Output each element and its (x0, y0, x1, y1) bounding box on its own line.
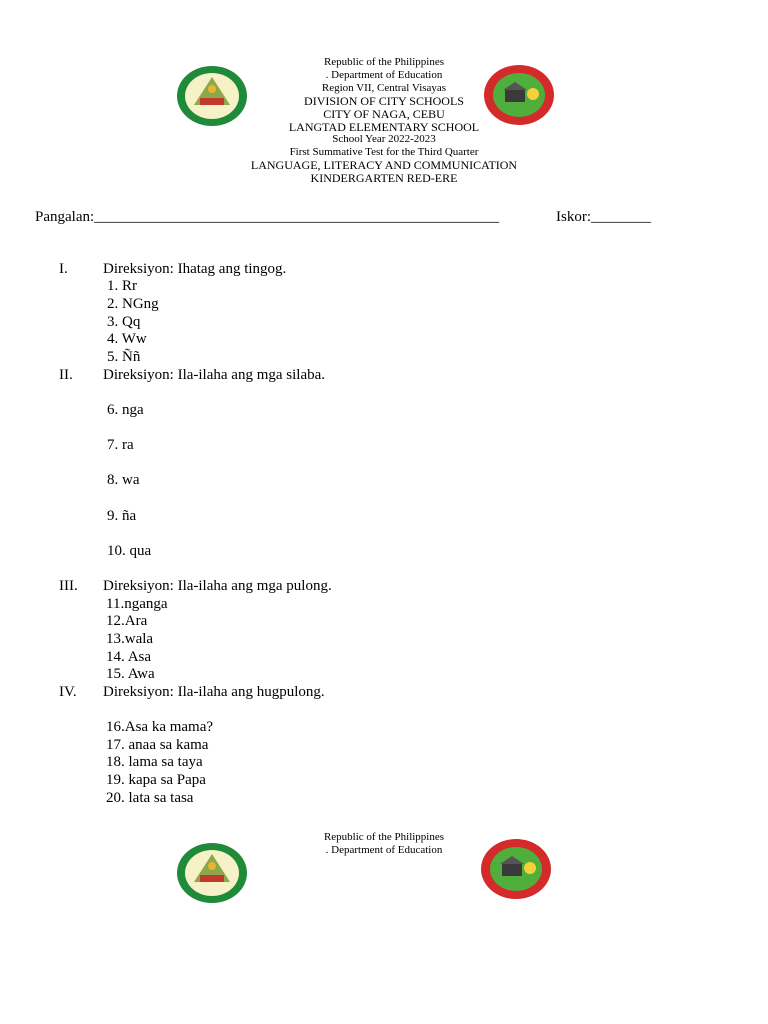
section-2-number: II. (59, 367, 73, 383)
section-4-direction: Direksiyon: Ila-ilaha ang hugpulong. (103, 684, 325, 700)
list-item: 17. anaa sa kama (106, 737, 209, 753)
list-item: 5. Ññ (107, 349, 141, 365)
list-item: 15. Awa (106, 666, 155, 682)
header-line-school-year: School Year 2022-2023 (332, 133, 436, 146)
header-line-subject: LANGUAGE, LITERACY AND COMMUNICATION (250, 158, 518, 173)
school-seal-icon (480, 838, 552, 900)
next-page-header (0, 831, 768, 857)
list-item: 6. nga (107, 402, 144, 418)
section-1-direction: Direksiyon: Ihatag ang tingog. (103, 261, 287, 277)
list-item: 7. ra (107, 437, 134, 453)
section-4-number: IV. (59, 684, 77, 700)
list-item: 4. Ww (107, 331, 147, 347)
list-item: 1. Rr (107, 278, 137, 294)
list-item: 14. Asa (106, 649, 152, 665)
document-header (0, 56, 768, 185)
section-2-direction: Direksiyon: Ila-ilaha ang mga silaba. (103, 367, 326, 383)
list-item: 18. lama sa taya (106, 754, 203, 770)
header-line-deped: . Department of Education (325, 69, 443, 81)
school-seal-icon (483, 64, 555, 126)
list-item: 12.Ara (106, 613, 148, 629)
division-seal-icon (176, 842, 248, 904)
division-seal-logo-bottom (176, 842, 248, 909)
section-3-direction: Direksiyon: Ila-ilaha ang mga pulong. (103, 578, 332, 594)
school-seal-logo-bottom (480, 838, 552, 905)
list-item: 20. lata sa tasa (106, 790, 194, 806)
list-item: 3. Qq (107, 314, 141, 330)
list-item: 19. kapa sa Papa (106, 772, 206, 788)
footer-line-deped: . Department of Education (325, 844, 443, 856)
list-item: 13.wala (106, 631, 154, 647)
list-item: 10. qua (107, 543, 152, 559)
score-field[interactable]: Iskor:________ (556, 209, 651, 225)
list-item: 16.Asa ka mama? (106, 719, 214, 735)
header-line-division: DIVISION OF CITY SCHOOLS (304, 94, 464, 108)
school-seal-logo (483, 64, 555, 131)
footer-line-republic: Republic of the Philippines (323, 831, 445, 843)
name-field[interactable]: Pangalan:______________________________________________________ (35, 209, 500, 225)
section-1-number: I. (59, 261, 68, 277)
section-3-number: III. (59, 578, 78, 594)
list-item: 2. NGng (107, 296, 159, 312)
header-line-region: Region VII, Central Visayas (321, 82, 447, 94)
division-seal-logo (176, 65, 248, 132)
header-line-city: CITY OF NAGA, CEBU (323, 106, 445, 121)
header-line-test-title: First Summative Test for the Third Quarter (289, 146, 479, 159)
list-item: 11.nganga (106, 596, 168, 612)
header-line-republic: Republic of the Philippines (323, 56, 445, 68)
list-item: 9. ña (107, 508, 137, 524)
division-seal-icon (176, 65, 248, 127)
header-line-school: LANGTAD ELEMENTARY SCHOOL (288, 119, 480, 134)
header-line-class: KINDERGARTEN RED-ERE (310, 171, 458, 186)
list-item: 8. wa (107, 472, 140, 488)
